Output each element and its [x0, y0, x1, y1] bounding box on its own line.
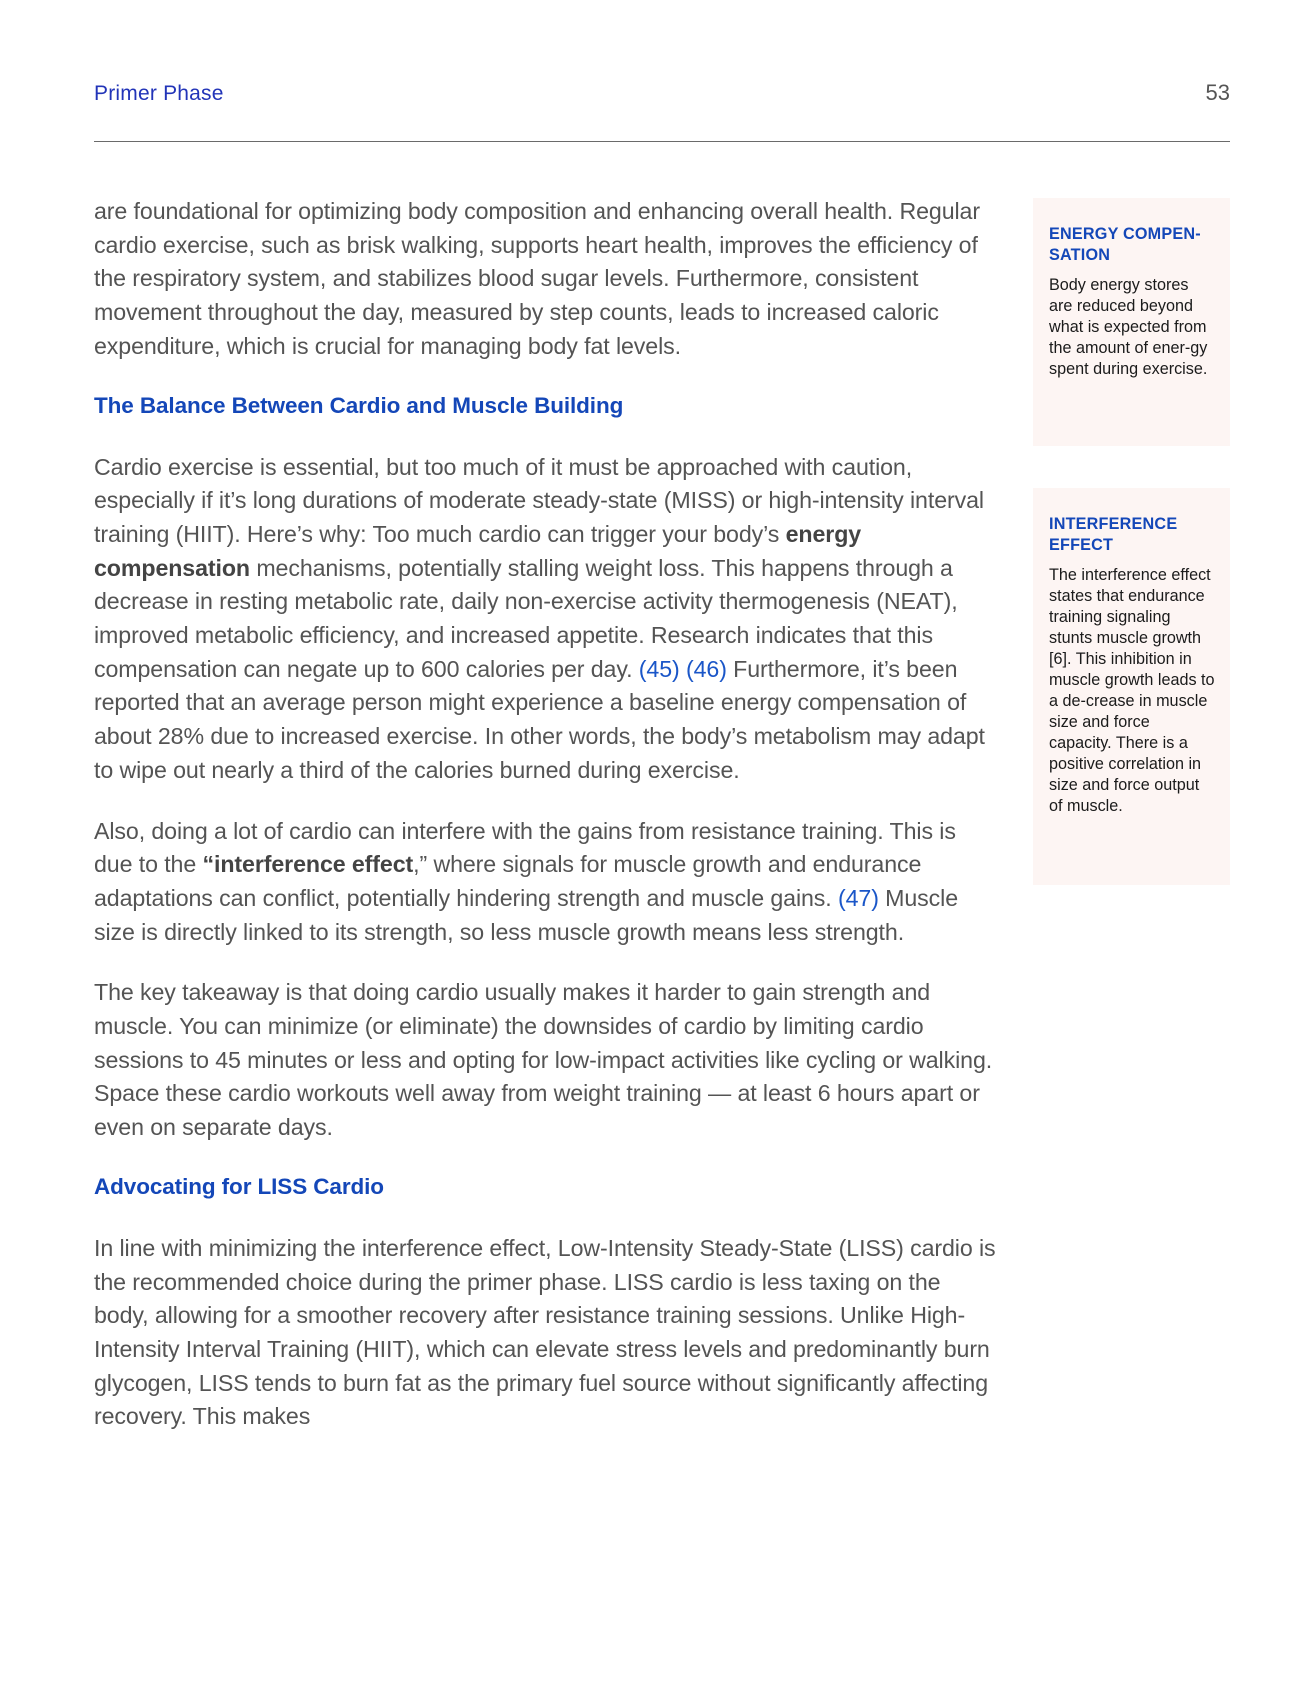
paragraph-cardio-caution: [94, 451, 999, 788]
paragraph-interference: [94, 815, 999, 950]
paragraph-intro: are foundational for optimizing body composition and enhancing overall health. Regular cardio exercise, such as brisk walking, supports heart health, improves the efficiency of the respiratory system, and stabilizes blood sugar levels. Furthermore, consistent movement throughout the day, measured by step counts, leads to increased caloric expenditure, which is crucial for managing body fat levels.: [94, 198, 980, 359]
text-run: Also, doing a lot of cardio can interfere with the gains from resistance training. This is due to the: [94, 817, 956, 878]
main-text-column: [94, 195, 999, 1461]
section-heading-liss: Advocating for LISS Cardio: [94, 1173, 384, 1199]
citation-link-47[interactable]: (47): [837, 884, 879, 911]
citation-link-45[interactable]: (45): [638, 655, 680, 682]
sidebar-note-title: ENERGY COMPEN-SATION: [1049, 225, 1201, 264]
sidebar-note-energy-compensation: [1033, 198, 1230, 446]
section-heading-balance: The Balance Between Cardio and Muscle Building: [94, 392, 624, 418]
page-number: 53: [1205, 80, 1230, 105]
paragraph-key-takeaway: The key takeaway is that doing cardio usually makes it harder to gain strength and muscle. You can minimize (or eliminate) the downsides of cardio by limiting cardio sessions to 45 minutes or less and opting for low-impact activities like cycling or walking. Space these cardio workouts well away from weight training — at least 6 hours apart or even on separate days.: [94, 979, 993, 1141]
text-run: mechanisms, potentially stalling weight loss. This happens through a decrease in resting metabolic rate, daily non-exercise activity thermogenesis (NEAT), improved metabolic efficiency, and increased appetite. Research indicates that this compensation can negate up to 600 calories per day.: [94, 554, 958, 682]
text-run: ,” where signals for muscle growth and endurance adaptations can conflict, potentially hindering strength and muscle gains.: [94, 851, 922, 911]
running-title: Primer Phase: [94, 82, 224, 105]
header-divider: [94, 141, 1230, 142]
text-run: Muscle size is directly linked to its strength, so less muscle growth means less strength.: [94, 884, 959, 945]
citation-link-46[interactable]: (46): [685, 655, 727, 682]
text-run: Furthermore, it’s been reported that an average person might experience a baseline energy compensation of about 28% due to increased exercise. In other words, the body’s metabolism may adapt to wipe out nearly a third of the calories burned during exercise.: [94, 655, 985, 783]
text-run: Cardio exercise is essential, but too much of it must be approached with caution, especially if it’s long durations of moderate steady-state (MISS) or high-intensity interval training (HIIT). Here’s why: Too much cardio can trigger your body’s: [94, 453, 984, 547]
bold-term-interference-effect: “interference effect: [202, 851, 414, 878]
sidebar-note-interference-effect: [1033, 488, 1230, 885]
paragraph-liss: In line with minimizing the interference effect, Low-Intensity Steady-State (LISS) cardio is the recommended choice during the primer phase. LISS cardio is less taxing on the body, allowing for a smoother recovery after resistance training sessions. Unlike High-Intensity Interval Training (HIIT), which can elevate stress levels and predominantly burn glycogen, LISS tends to burn fat as the primary fuel source without significantly affecting recovery. This makes: [94, 1234, 996, 1430]
sidebar-note-body: The interference effect states that endurance training signaling stunts muscle growth [6]. This inhibition in muscle growth leads to a de-crease in muscle size and force capacity. There is a positive correlation in size and force output of muscle.: [1049, 566, 1215, 815]
sidebar-note-title: INTERFERENCE EFFECT: [1049, 515, 1178, 554]
bold-term-energy-compensation: energy compensation: [94, 520, 862, 581]
sidebar-note-body: Body energy stores are reduced beyond what is expected from the amount of ener-gy spent during exercise.: [1049, 276, 1208, 378]
